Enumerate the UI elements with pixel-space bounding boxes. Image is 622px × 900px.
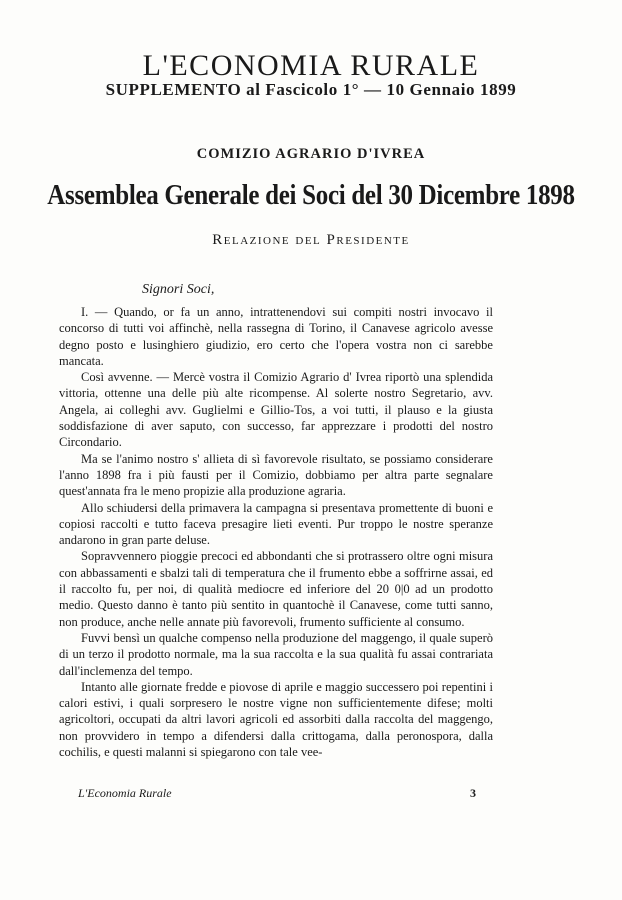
supplement-line: SUPPLEMENTO al Fascicolo 1° — 10 Gennaio 1899 bbox=[105, 80, 517, 99]
paragraph: Intanto alle giornate fredde e piovose di aprile e maggio successero poi repentini i calori estivi, i quali sorpresero le nostre vigne non sufficientemente difese; molti agricoltori, occupati da altri lavori agricoli ed assorbiti dalla raccolta del maggengo, non provvidero in tempo a difendersi dalla crittogama, dalla peronospora, dalla cochilis, e questi malanni si spiegarono con tale vee- bbox=[59, 679, 493, 760]
masthead-title: L'ECONOMIA RURALE bbox=[142, 49, 480, 82]
article-subtitle: Relazione del Presidente bbox=[212, 232, 410, 248]
paragraph: Fuvvi bensì un qualche compenso nella produzione del maggengo, il quale superò di un terzo il prodotto normale, ma la sua raccolta e la sua qualità fu assai contrariata dall'inclemenza del tempo. bbox=[59, 630, 493, 678]
paragraph: Così avvenne. — Mercè vostra il Comizio Agrario d' Ivrea riportò una splendida vittoria, ottenne una delle più alte ricompense. Al solerte nostro Segretario, avv. Angela, ai colleghi avv. Guglielmi e Gillio-Tos, a voi tutti, il plauso e la giusta soddisfazione di aver saputo, con successo, far apprezzare i prodotti del nostro Circondario. bbox=[59, 370, 493, 450]
paragraph: Ma se l'animo nostro s' allieta di sì favorevole risultato, se possiamo considerare l'anno 1898 fra i più fausti per il Comizio, dobbiamo per altra parte segnalare quest'annata fra le meno propizie alla produzione agraria. bbox=[59, 451, 493, 499]
paragraph: Sopravvennero pioggie precoci ed abbondanti che si protrassero oltre ogni misura con abbassamenti e sbalzi tali di temperatura che il frumento ebbe a soffrirne assai, ed il raccolto fu, per noi, di qualità mediocre ed inferiore del 20 0|0 ad un prodotto medio. Questo danno è tanto più sentito in quantochè il Canavese, come tutti sanno, non produce, anche nelle annate più favorevoli, frumento sufficiente al consumo. bbox=[59, 549, 493, 629]
salutation: Signori Soci, bbox=[142, 282, 215, 297]
article-title: Assemblea Generale dei Soci del 30 Dicembre 1898 bbox=[47, 180, 575, 212]
organization-heading: COMIZIO AGRARIO D'IVREA bbox=[196, 146, 426, 162]
page-number: 3 bbox=[470, 786, 476, 800]
footer-journal-name: L'Economia Rurale bbox=[78, 786, 172, 800]
article-body bbox=[59, 304, 493, 760]
paragraph: I. — Quando, or fa un anno, intrattenendovi sui compiti nostri invocavo il concorso di tutti voi affinchè, nella rassegna di Torino, il Canavese agricolo avesse degno posto e lusinghiero giudizio, ero certo che l'opera vostra non ci sarebbe mancata. bbox=[59, 305, 493, 368]
paragraph: Allo schiudersi della primavera la campagna si presentava promettente di buoni e copiosi raccolti e tutto faceva presagire lieti eventi. Pur troppo le nostre speranze andarono in gran parte deluse. bbox=[59, 500, 493, 548]
